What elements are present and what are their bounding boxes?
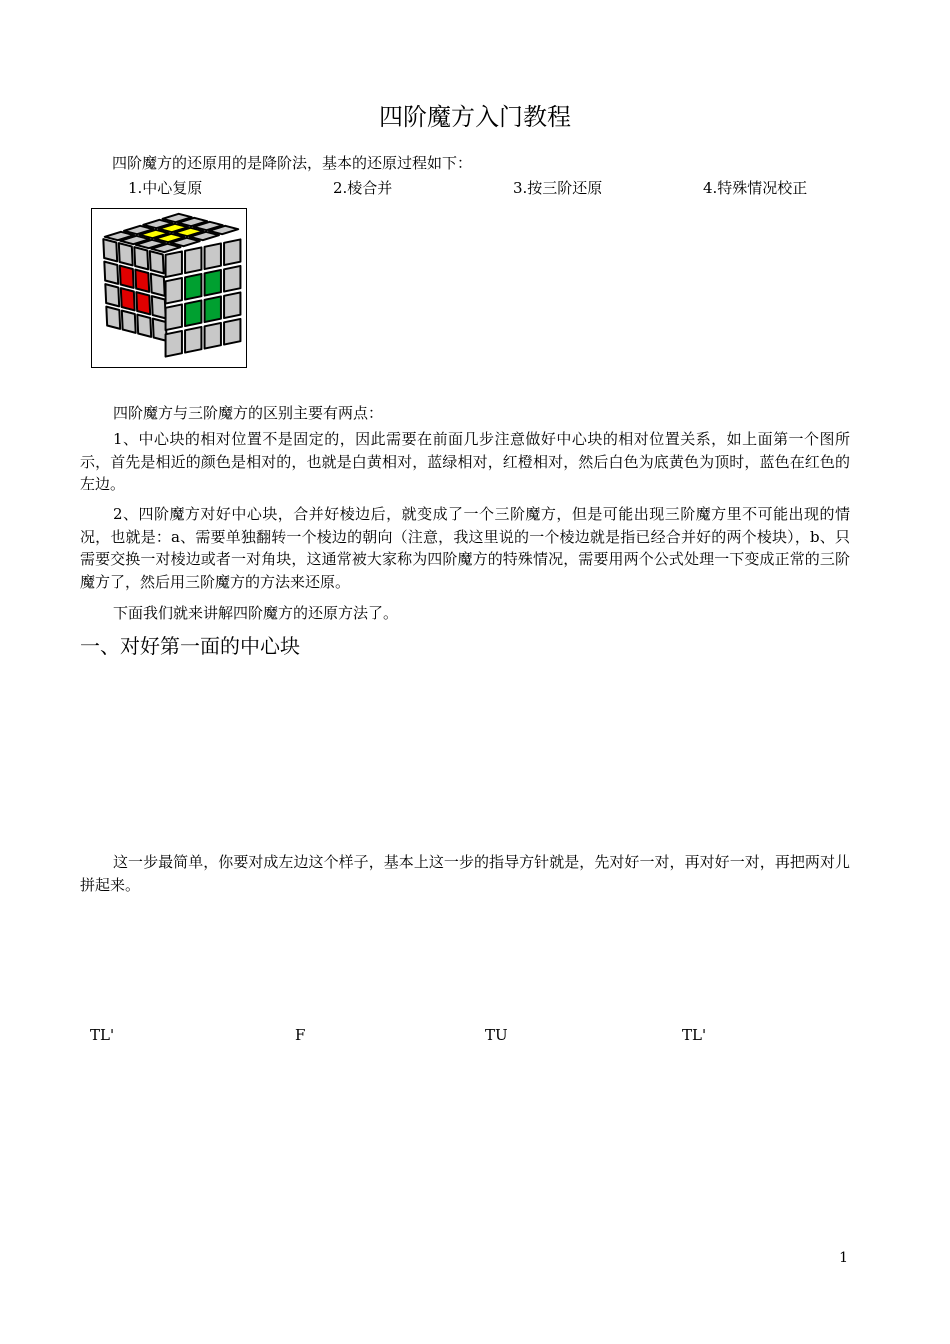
- step-4: 4.特殊情况校正: [703, 179, 808, 197]
- section-heading: 一、对好第一面的中心块: [80, 634, 300, 658]
- left-face-sticker: [120, 266, 134, 288]
- left-face-sticker: [104, 262, 118, 284]
- right-face-sticker: [185, 300, 201, 326]
- diff-intro: 四阶魔方与三阶魔方的区别主要有两点：: [113, 404, 384, 422]
- move-label-1: TL': [90, 1026, 115, 1044]
- left-face-sticker: [135, 270, 149, 292]
- lead-text: 下面我们就来讲解四阶魔方的还原方法了。: [113, 604, 399, 622]
- point-1: 1、中心块的相对位置不是固定的，因此需要在前面几步注意做好中心块的相对位置关系，如上面第一个图所示，首先是相近的颜色是相对的，也就是白黄相对，蓝绿相对，红橙相对，然后白色为底黄色为顶时，蓝色在红色的左边。: [80, 430, 850, 493]
- right-face-sticker: [166, 331, 182, 357]
- right-face-sticker: [205, 270, 221, 296]
- right-face-sticker: [205, 243, 221, 269]
- left-face-sticker: [122, 311, 136, 333]
- rubiks-cube-4x4-icon: [92, 209, 246, 367]
- left-face-sticker: [152, 296, 166, 318]
- right-face-sticker: [185, 247, 201, 273]
- left-face-sticker: [121, 288, 135, 310]
- right-face-sticker: [185, 327, 201, 353]
- intro-text: 四阶魔方的还原用的是降阶法，基本的还原过程如下：: [112, 154, 473, 172]
- left-face-sticker: [151, 274, 165, 296]
- left-face-sticker: [137, 315, 151, 337]
- left-face-sticker: [106, 307, 120, 329]
- right-face-sticker: [224, 292, 240, 318]
- step-2: 2.棱合并: [333, 179, 393, 197]
- right-face-sticker: [166, 251, 182, 277]
- left-face-sticker: [103, 239, 117, 261]
- move-label-4: TL': [682, 1026, 707, 1044]
- move-label-3: TU: [485, 1026, 508, 1044]
- left-face-sticker: [119, 243, 133, 265]
- right-face-sticker: [205, 323, 221, 349]
- right-face-sticker: [224, 239, 240, 265]
- right-face-sticker: [224, 266, 240, 292]
- left-face-sticker: [105, 284, 119, 306]
- right-face-sticker: [224, 319, 240, 345]
- right-face-sticker: [205, 296, 221, 322]
- page-title: 四阶魔方入门教程: [379, 103, 571, 131]
- right-face-sticker: [185, 274, 201, 300]
- left-face-sticker: [150, 251, 164, 273]
- step-1: 1.中心复原: [128, 179, 203, 197]
- left-face-sticker: [136, 292, 150, 314]
- right-face-sticker: [166, 304, 182, 330]
- step-3: 3.按三阶还原: [513, 179, 603, 197]
- cube-image: [91, 208, 247, 368]
- point-2: 2、四阶魔方对好中心块，合并好棱边后，就变成了一个三阶魔方，但是可能出现三阶魔方里不可能出现的情况，也就是：a、需要单独翻转一个棱边的朝向（注意，我这里说的一个棱边就是指已经合并好的两个棱块），b、只需要交换一对棱边或者一对角块，这通常被大家称为四阶魔方的特殊情况，需要用两个公式处理一下变成正常的三阶魔方了，然后用三阶魔方的方法来还原。: [80, 505, 850, 591]
- page-number: 1: [839, 1250, 848, 1266]
- right-face-sticker: [166, 278, 182, 304]
- step1-text: 这一步最简单，你要对成左边这个样子，基本上这一步的指导方针就是，先对好一对，再对好一对，再把两对儿拼起来。: [80, 853, 850, 894]
- left-face-sticker: [134, 247, 148, 269]
- move-label-2: F: [295, 1026, 306, 1044]
